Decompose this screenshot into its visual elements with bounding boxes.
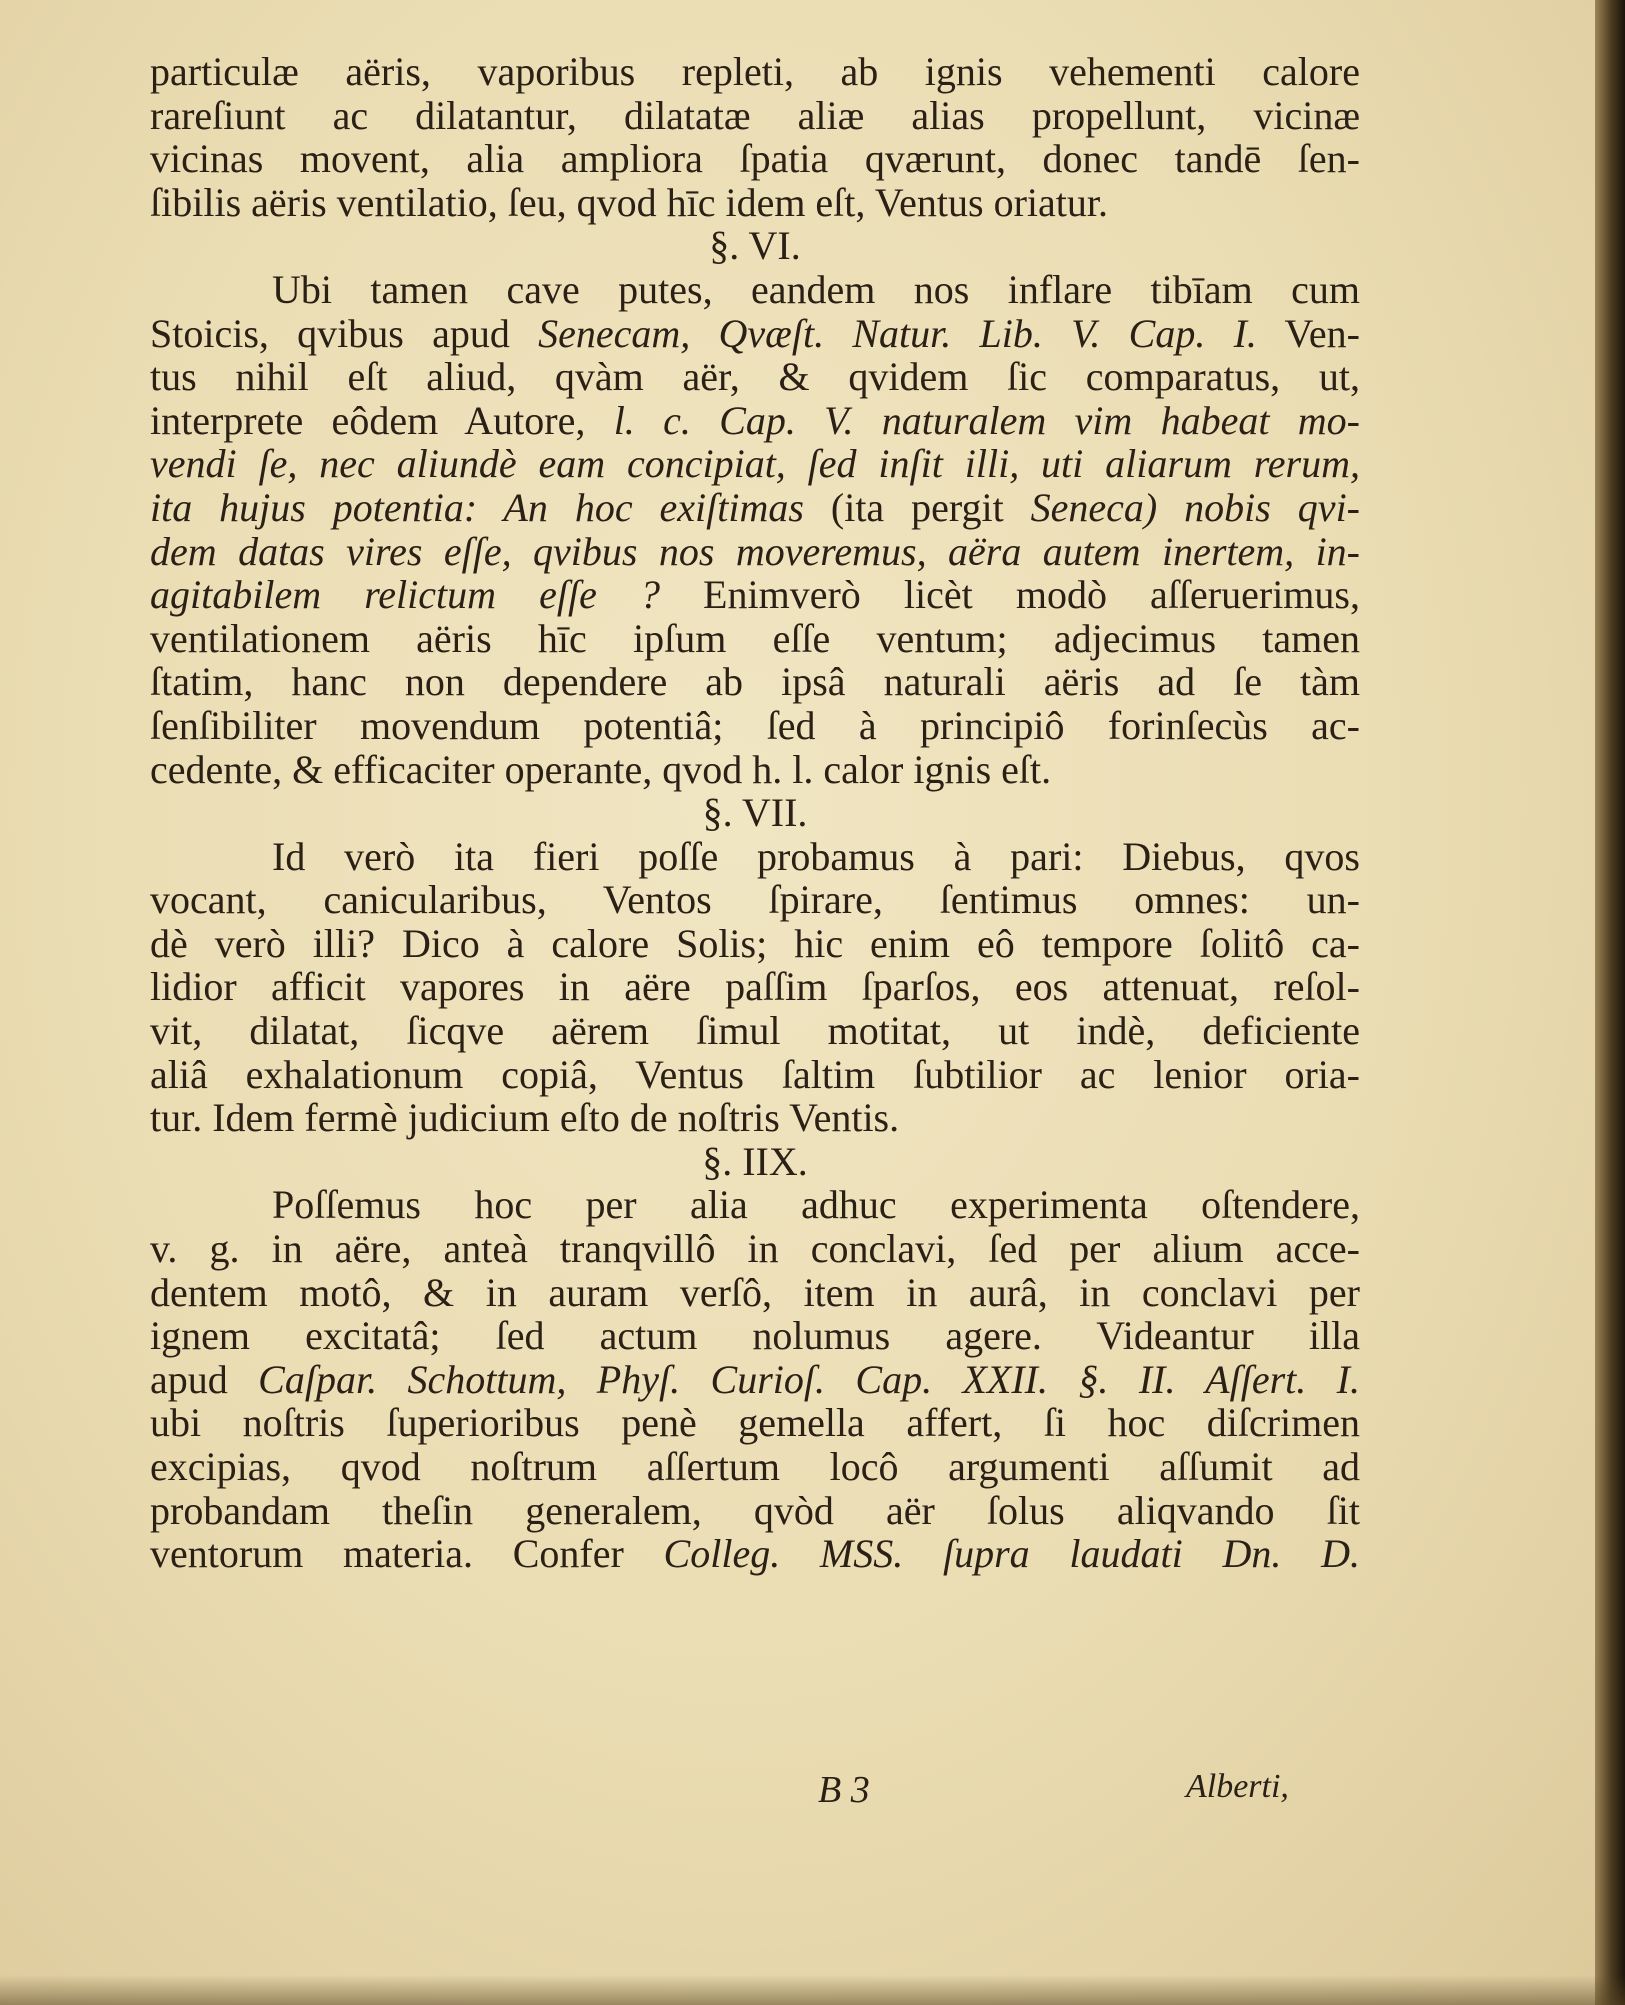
text-line: ventilationem aëris hīc ipſum eſſe ventum; adjecimus tamen <box>150 615 1360 661</box>
text-line: cedente, & efficaciter operante, qvod h. l. calor ignis eſt. <box>150 746 1052 792</box>
text-line: rareſiunt ac dilatantur, dilatatæ aliæ alias propellunt, vicinæ <box>150 92 1360 138</box>
citation: Caſpar. Schottum, Phyſ. Curioſ. Cap. XXII. §. II. Aſſert. I. <box>258 1356 1360 1402</box>
text-line: ita hujus potentia: An hoc exiſtimas (ita pergit Seneca) nobis qvi- <box>150 484 1360 530</box>
catchword: Alberti, <box>1186 1768 1289 1805</box>
binding-gutter <box>1595 0 1625 2005</box>
text-line: agitabilem relictum eſſe ? Enimverò licèt modò aſſeruerimus, <box>150 572 1360 618</box>
text-line: vocant, canicularibus, Ventos ſpirare, ſentimus omnes: un- <box>150 877 1360 923</box>
quotation: agitabilem relictum eſſe ? <box>150 572 660 618</box>
page-text <box>150 50 1360 1576</box>
signature-mark: B 3 <box>818 1769 870 1811</box>
text-line: ubi noſtris ſuperioribus penè gemella affert, ſi hoc diſcrimen <box>150 1400 1360 1446</box>
text-line: aliâ exhalationum copiâ, Ventus ſaltim ſubtilior ac lenior oria- <box>150 1051 1360 1097</box>
text-line: vit, dilatat, ſicqve aërem ſimul motitat, ut indè, deficiente <box>150 1008 1360 1054</box>
quotation: Seneca) nobis qvi- <box>1030 484 1360 530</box>
section-heading-6: §. VI. <box>709 223 801 269</box>
section-heading-7: §. VII. <box>702 790 808 836</box>
paragraph-section-7 <box>150 835 1360 1140</box>
quotation: l. c. Cap. V. naturalem vim habeat mo- <box>613 397 1360 443</box>
text-line: tur. Idem fermè judicium eſto de noſtris Ventis. <box>150 1095 900 1141</box>
text-line: probandam theſin generalem, qvòd aër ſolus aliqvando ſit <box>150 1487 1360 1533</box>
text-line: dentem motô, & in auram verſô, item in aurâ, in conclavi per <box>150 1269 1360 1315</box>
text-line: Poſſemus hoc per alia adhuc experimenta oſtendere, <box>272 1182 1360 1228</box>
text-line: particulæ aëris, vaporibus repleti, ab ignis vehementi calore <box>150 49 1360 94</box>
text-line: Id verò ita fieri poſſe probamus à pari: Diebus, qvos <box>272 833 1360 879</box>
text-line: tus nihil eſt aliud, qvàm aër, & qvidem ſic comparatus, ut, <box>150 354 1360 400</box>
text-line: interprete eôdem Autore, l. c. Cap. V. naturalem vim habeat mo- <box>150 397 1360 443</box>
paragraph-section-6 <box>150 268 1360 791</box>
text-line <box>150 530 1360 574</box>
text-line: ventorum materia. Confer Colleg. MSS. ſupra laudati Dn. D. <box>150 1531 1361 1577</box>
quotation: vendi ſe, nec aliundè eam concipiat, ſed inſit illi, uti aliarum rerum, <box>150 441 1360 487</box>
text-line <box>150 442 1360 486</box>
text-line: ignem excitatâ; ſed actum nolumus agere. Videantur illa <box>150 1313 1360 1359</box>
text-line: ſtatim, hanc non dependere ab ipsâ naturali aëris ad ſe tàm <box>150 659 1360 705</box>
text-line: excipias, qvod noſtrum aſſertum locô argumenti aſſumit ad <box>150 1444 1360 1489</box>
quotation: ita hujus potentia: An hoc exiſtimas <box>150 484 804 530</box>
text-line: apud Caſpar. Schottum, Phyſ. Curioſ. Cap. XXII. §. II. Aſſert. I. <box>150 1356 1360 1402</box>
citation: Colleg. MSS. ſupra laudati Dn. D. <box>663 1531 1361 1577</box>
text-line: vicinas movent, alia ampliora ſpatia qværunt, donec tandē ſen- <box>150 136 1360 182</box>
paragraph-section-8 <box>150 1183 1360 1575</box>
text-line: v. g. in aëre, anteà tranqvillô in conclavi, ſed per alium acce- <box>150 1226 1360 1272</box>
quotation: dem datas vires eſſe, qvibus nos moveremus, aëra autem inertem, in- <box>150 528 1360 574</box>
citation: Senecam, Qvæſt. Natur. Lib. V. Cap. I. <box>538 310 1257 356</box>
text-line: lidior afficit vapores in aëre paſſim ſparſos, eos attenuat, reſol- <box>150 964 1360 1010</box>
text-line: dè verò illi? Dico à calore Solis; hic enim eô tempore ſolitô ca- <box>150 920 1360 966</box>
paragraph-intro <box>150 50 1360 224</box>
text-line: Ubi tamen cave putes, eandem nos inflare tibīam cum <box>272 266 1360 312</box>
text-line: ſibilis aëris ventilatio, ſeu, qvod hīc idem eſt, Ventus oriatur. <box>150 179 1108 225</box>
section-heading-8: §. IIX. <box>702 1138 808 1184</box>
page-edge-shadow <box>0 1975 1625 2005</box>
text-line: Stoicis, qvibus apud Senecam, Qvæſt. Natur. Lib. V. Cap. I. Ven- <box>150 310 1360 356</box>
text-line: ſenſibiliter movendum potentiâ; ſed à principiô forinſecùs ac- <box>150 702 1360 748</box>
